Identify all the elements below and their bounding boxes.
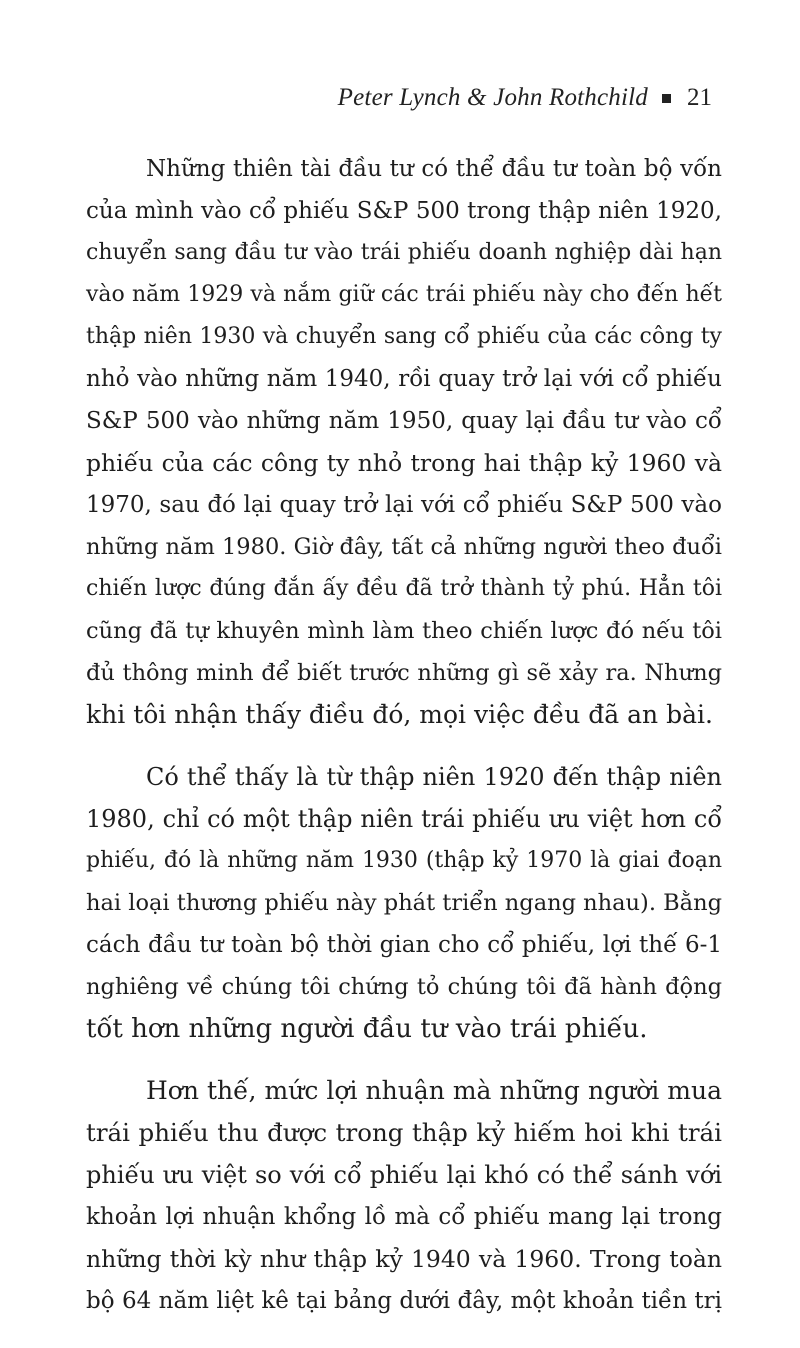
text-line: Hơn thế, mức lợi nhuận mà những người mua (146, 1076, 722, 1105)
header-separator-square-icon (662, 94, 671, 103)
text-line: những thời kỳ như thập kỷ 1940 và 1960. Trong toàn (86, 1245, 722, 1273)
text-line: bộ 64 năm liệt kê tại bảng dưới đây, một khoản tiền trị (86, 1288, 722, 1314)
text-line: nghiêng về chúng tôi chứng tỏ chúng tôi đã hành động (86, 974, 722, 1000)
text-line: tốt hơn những người đầu tư vào trái phiếu. (86, 1014, 648, 1044)
page-number: 21 (687, 84, 712, 111)
paragraph-2 (86, 756, 722, 1050)
text-line: nhỏ vào những năm 1940, rồi quay trở lại với cổ phiếu (86, 366, 722, 392)
text-line: phiếu, đó là những năm 1930 (thập kỷ 1970 là giai đoạn (86, 848, 722, 873)
text-line: Có thể thấy là từ thập niên 1920 đến thập niên (146, 763, 722, 791)
text-line: khi tôi nhận thấy điều đó, mọi việc đều đã an bài. (86, 700, 713, 729)
body-text (86, 148, 722, 1322)
paragraph-1 (86, 148, 722, 736)
text-line: trái phiếu thu được trong thập kỷ hiếm hoi khi trái (86, 1118, 722, 1147)
text-line: đủ thông minh để biết trước những gì sẽ xảy ra. Nhưng (86, 660, 722, 686)
text-line: chiến lược đúng đắn ấy đều đã trở thành tỷ phú. Hẳn tôi (86, 576, 722, 601)
text-line: cách đầu tư toàn bộ thời gian cho cổ phiếu, lợi thế 6-1 (86, 932, 722, 958)
running-header (338, 84, 712, 112)
header-authors: Peter Lynch & John Rothchild (337, 84, 648, 111)
text-line: của mình vào cổ phiếu S&P 500 trong thập niên 1920, (86, 198, 722, 224)
text-line: Những thiên tài đầu tư có thể đầu tư toàn bộ vốn (146, 156, 722, 182)
text-line: S&P 500 vào những năm 1950, quay lại đầu tư vào cổ (86, 408, 722, 434)
text-line: phiếu của các công ty nhỏ trong hai thập kỷ 1960 và (86, 449, 722, 477)
paragraph-3 (86, 1070, 722, 1322)
text-line: 1970, sau đó lại quay trở lại với cổ phiếu S&P 500 vào (86, 492, 722, 518)
text-line: hai loại thương phiếu này phát triển ngang nhau). Bằng (86, 890, 722, 916)
text-line: vào năm 1929 và nắm giữ các trái phiếu này cho đến hết (86, 282, 722, 307)
text-line: cũng đã tự khuyên mình làm theo chiến lược đó nếu tôi (86, 618, 722, 644)
text-line: 1980, chỉ có một thập niên trái phiếu ưu việt hơn cổ (86, 805, 722, 833)
text-line: thập niên 1930 và chuyển sang cổ phiếu của các công ty (86, 324, 722, 349)
text-line: phiếu ưu việt so với cổ phiếu lại khó có thể sánh với (86, 1161, 722, 1189)
text-line: chuyển sang đầu tư vào trái phiếu doanh nghiệp dài hạn (86, 240, 722, 265)
text-line: khoản lợi nhuận khổng lồ mà cổ phiếu mang lại trong (86, 1204, 722, 1230)
text-line: những năm 1980. Giờ đây, tất cả những người theo đuổi (86, 534, 722, 560)
